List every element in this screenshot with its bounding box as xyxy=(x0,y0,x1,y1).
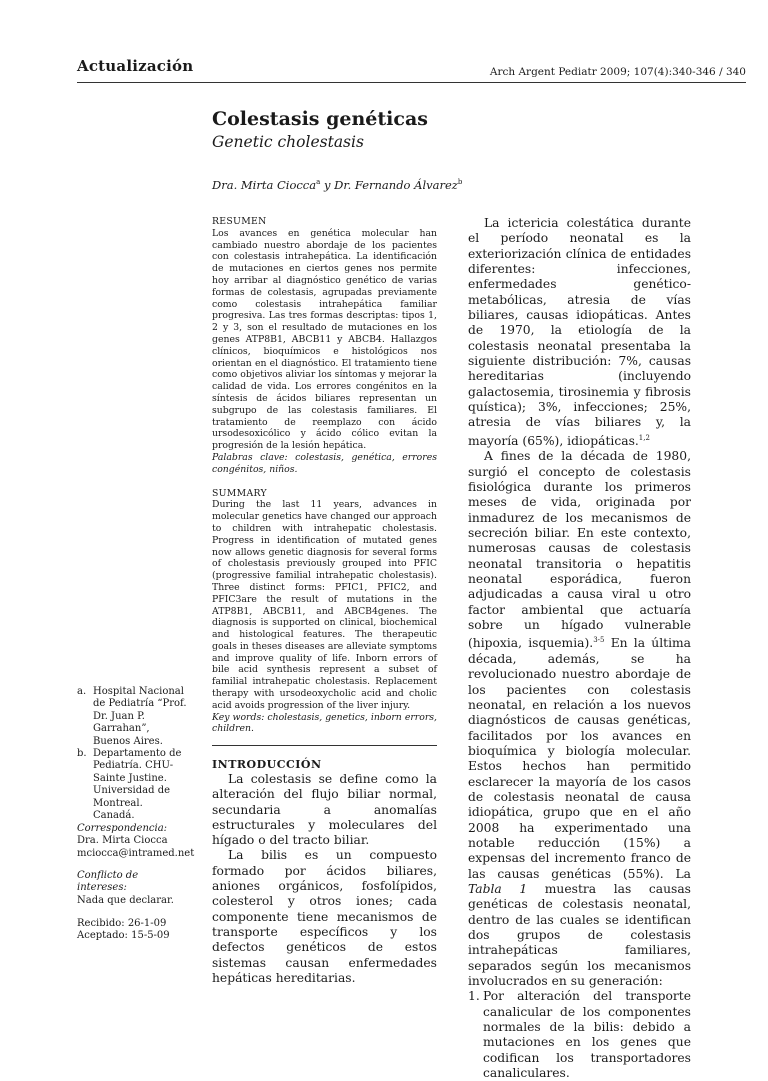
correspondence-name: Dra. Mirta Ciocca xyxy=(77,835,168,847)
list-item xyxy=(468,989,691,1081)
right-column xyxy=(468,216,691,1081)
affiliation-b xyxy=(77,748,187,822)
affiliation-text: Departamento de Pediatría. CHU-Sainte Justine. Universidad de Montreal. Canadá. xyxy=(93,748,182,822)
conflict-value: Nada que declarar. xyxy=(77,894,174,906)
section-rule xyxy=(212,745,437,746)
right-paragraph-2b: En la última década, además, se ha revolucionado nuestro abordaje de los pacientes con colestasis neonatal, en relación a los nuevos diagnósticos de causas genéticas, facilitados por los avances en bioquímica y biología molecular. Estos hechos han permitido esclarecer la mayoría de los casos de colestasis neonatal de causa idiopática, grupo que en el año 2008 ha experimentado una notable reducción (15%) a expensas del incremento franco de las causas genéticas (55%). La xyxy=(468,636,692,881)
correspondence xyxy=(77,823,195,860)
author-join: y xyxy=(320,178,335,192)
resumen-heading: RESUMEN xyxy=(212,216,267,227)
intro-paragraph-1: La colestasis se define como la alteración del flujo biliar normal, secundaria a anomalías estructurales y moleculares del hígado o del tracto biliar. xyxy=(212,772,437,848)
affiliations xyxy=(77,686,187,822)
summary-body: During the last 11 years, advances in molecular genetics have changed our approach to children with intrahepatic cholestasis. Progress in identification of mutated genes now allows genetic diagnosis for several forms of cholestasis previously grouped into PFIC (progressive familial intrahepatic cholestasis). Three distinct forms: PFIC1, PFIC2, and PFIC3are the result of mutations in the ATP8B1, ABCB11, and ABCB4genes. The diagnosis is supported on clinical, biochemical and histological features. The therapeutic goals in theses diseases are alleviate symptoms and improve quality of life. Inborn errors of bile acid synthesis represent a subset of familial intrahepatic cholestasis. Replacement therapy with ursodeoxycholic acid and cholic acid avoids progression of the liver injury. xyxy=(212,499,437,711)
citation: 3-5 xyxy=(593,636,605,645)
right-paragraph-2a: A fines de la década de 1980, surgió el concepto de colestasis fisiológica durante los primeros meses de vida, originada por inmadurez de los mecanismos de secreción biliar. En este contexto, numerosas causas de colestasis neonatal transitoria o hepatitis neonatal esporádica, fueron adjudicadas a causa viral u otro factor ambiental que actuaría sobre un hígado vulnerable (hipoxia, isquemia). xyxy=(468,449,691,651)
correspondence-label: Correspondencia: xyxy=(77,823,168,834)
summary-keywords: Key words: cholestasis, genetics, inborn errors, children. xyxy=(212,711,437,735)
affiliation-marker: b. xyxy=(77,748,87,760)
affiliation-marker: a. xyxy=(77,686,87,697)
affiliation-a xyxy=(77,686,187,748)
abstract-block xyxy=(212,216,437,735)
author-1: Dra. Mirta Ciocca xyxy=(212,178,317,192)
list-text: Por alteración del transporte canalicular de los componentes normales de la bilis: debido a mutaciones en los genes que codifican los transportadores canaliculares. xyxy=(483,989,691,1081)
intro-paragraph-2: La bilis es un compuesto formado por ácidos biliares, aniones orgánicos, fosfolípidos, colesterol y otros iones; cada componente tiene mecanismos de transporte específicos y los defectos genéticos de estos sistemas causan enfermedades hepáticas hereditarias. xyxy=(212,848,437,985)
intro-heading: INTRODUCCIÓN xyxy=(212,758,322,771)
right-paragraph-2c: muestra las causas genéticas de colestasis neonatal, dentro de las cuales se identifican dos grupos de colestasis intrahepáticas familiares, separados según los mecanismos involucrados en su generación: xyxy=(468,881,691,989)
right-paragraph-1 xyxy=(468,216,691,449)
article-title: Colestasis genéticas xyxy=(212,108,428,130)
conflict-of-interest xyxy=(77,870,187,907)
received-date: Recibido: 26-1-09 xyxy=(77,918,167,929)
affiliation-text: Hospital Nacional de Pediatría “Prof. Dr. Juan P. Garrahan”, Buenos Aires. xyxy=(93,686,187,747)
correspondence-email: mciocca@intramed.net xyxy=(77,847,195,859)
article-subtitle: Genetic cholestasis xyxy=(212,133,364,151)
dates xyxy=(77,918,187,943)
list-number: 1. xyxy=(468,989,480,1004)
resumen-body: Los avances en genética molecular han cambiado nuestro abordaje de los pacientes con colestasis intrahepática. La identificación de mutaciones en ciertos genes nos permite hoy arribar al diagnóstico genético de varias formas de colestasis, agrupadas previamente como colestasis intrahepática familiar progresiva. Las tres formas descriptas: tipos 1, 2 y 3, son el resultado de mutaciones en los genes ATP8B1, ABCB11 y ABCB4. Hallazgos clínicos, bioquímicos e histológicos nos orientan en el diagnóstico. El tratamiento tiene como objetivos aliviar los síntomas y mejorar la calidad de vida. Los errores congénitos en la síntesis de ácidos biliares representan un subgrupo de las colestasis familiares. El tratamiento de reemplazo con ácido ursodesoxicólico y ácido cólico evitan la progresión de la lesión hepática. xyxy=(212,227,437,452)
resumen-keywords: Palabras clave: colestasis, genética, errores congénitos, niños. xyxy=(212,451,437,475)
authors xyxy=(212,178,462,192)
right-paragraph-1-text: La ictericia colestática durante el período neonatal es la exteriorización clínica de entidades diferentes: infecciones, enfermedades genético-metabólicas, atresia de vías biliares, causas idiopáticas. Antes de 1970, la etiología de la colestasis neonatal presentaba la siguiente distribución: 7%, causas hereditarias (incluyendo galactosemia, tirosinemia y fibrosis quística); 3%, infecciones; 25%, atresia de vías biliares y, la mayoría (65%), idiopáticas. xyxy=(468,216,691,448)
author-1-affiliation: a xyxy=(316,178,321,187)
table-reference: Tabla 1 xyxy=(468,881,528,896)
author-2: Dr. Fernando Álvarez xyxy=(334,178,458,192)
author-2-affiliation: b xyxy=(457,178,463,187)
right-paragraph-2 xyxy=(468,449,691,989)
header-rule xyxy=(77,82,746,83)
journal-reference: Arch Argent Pediatr 2009; 107(4):340-346 / 340 xyxy=(489,66,746,78)
abstract-gap xyxy=(212,476,437,488)
summary-heading: SUMMARY xyxy=(212,487,267,499)
section-label: Actualización xyxy=(77,57,194,75)
conflict-label: Conflicto de intereses: xyxy=(77,870,139,894)
intro-text xyxy=(212,772,437,986)
accepted-date: Aceptado: 15-5-09 xyxy=(77,930,170,942)
citation: 1,2 xyxy=(638,433,650,442)
